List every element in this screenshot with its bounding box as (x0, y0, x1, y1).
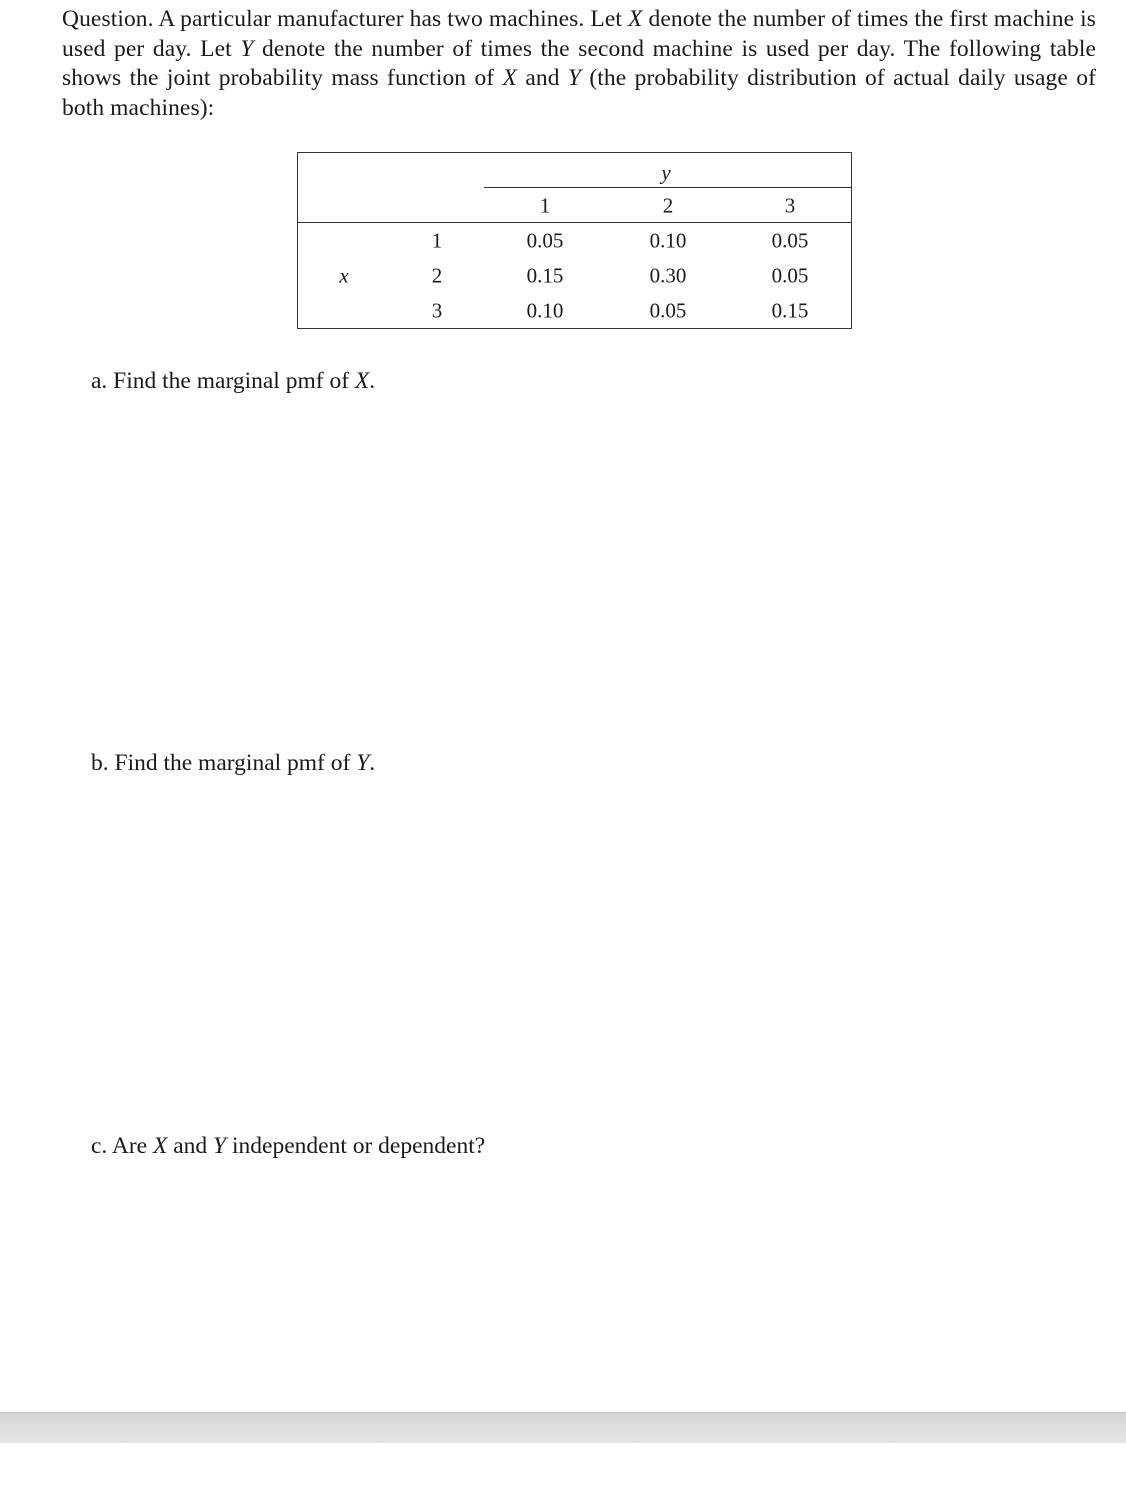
joint-pmf-table (297, 152, 852, 329)
part-a-end: . (369, 368, 376, 394)
var-x: X (354, 368, 370, 394)
var-y: Y (567, 65, 582, 91)
y-value: 3 (784, 193, 796, 218)
part-b (91, 748, 375, 778)
table-cell: 0.05 (649, 298, 687, 323)
var-x: X (153, 1133, 168, 1159)
part-c-end: independent or dependent? (226, 1133, 486, 1159)
var-x: X (628, 6, 643, 32)
part-a (91, 366, 375, 396)
body-rule (298, 222, 851, 223)
var-y: Y (356, 750, 370, 776)
question-text (62, 5, 1096, 123)
table-cell: 0.05 (771, 228, 809, 253)
question-prefix: Question. A particular manufacturer has two machines. Let (62, 6, 629, 32)
page-margin (0, 1443, 1126, 1488)
var-y: Y (213, 1133, 227, 1159)
y-value: 2 (662, 193, 674, 218)
var-x: X (502, 65, 518, 91)
x-value: 3 (431, 298, 443, 323)
table-cell: 0.15 (771, 298, 809, 323)
question-mid-2: denote the number of times the second machine is used per day. The following table shows the joint probability mass function of (62, 35, 1097, 91)
part-b-end: . (369, 750, 376, 776)
question-suffix: (the probability distribution of actual daily usage of both machines): (62, 65, 1096, 121)
horizontal-scrollbar[interactable] (0, 1412, 1126, 1444)
header-rule (484, 187, 852, 188)
var-y: Y (240, 35, 254, 62)
table-cell: 0.30 (649, 263, 687, 288)
part-c-start: c. Are (91, 1133, 153, 1159)
part-c (91, 1131, 485, 1161)
y-axis-label: y (661, 160, 671, 185)
table-cell: 0.10 (526, 298, 564, 323)
table-cell: 0.05 (526, 228, 564, 253)
x-axis-label: x (339, 263, 349, 288)
table-cell: 0.05 (771, 263, 809, 288)
part-c-and: and (167, 1133, 214, 1159)
question-mid-3: and (517, 65, 568, 91)
x-value: 2 (431, 263, 443, 288)
y-value: 1 (539, 193, 551, 218)
question-mid-1: denote the number of times the first machine is used per day. Let (62, 6, 1096, 62)
part-b-text: b. Find the marginal pmf of (91, 750, 357, 776)
part-a-text: a. Find the marginal pmf of (91, 368, 355, 394)
table-cell: 0.15 (526, 263, 564, 288)
x-value: 1 (431, 228, 443, 253)
table-cell: 0.10 (649, 228, 687, 253)
